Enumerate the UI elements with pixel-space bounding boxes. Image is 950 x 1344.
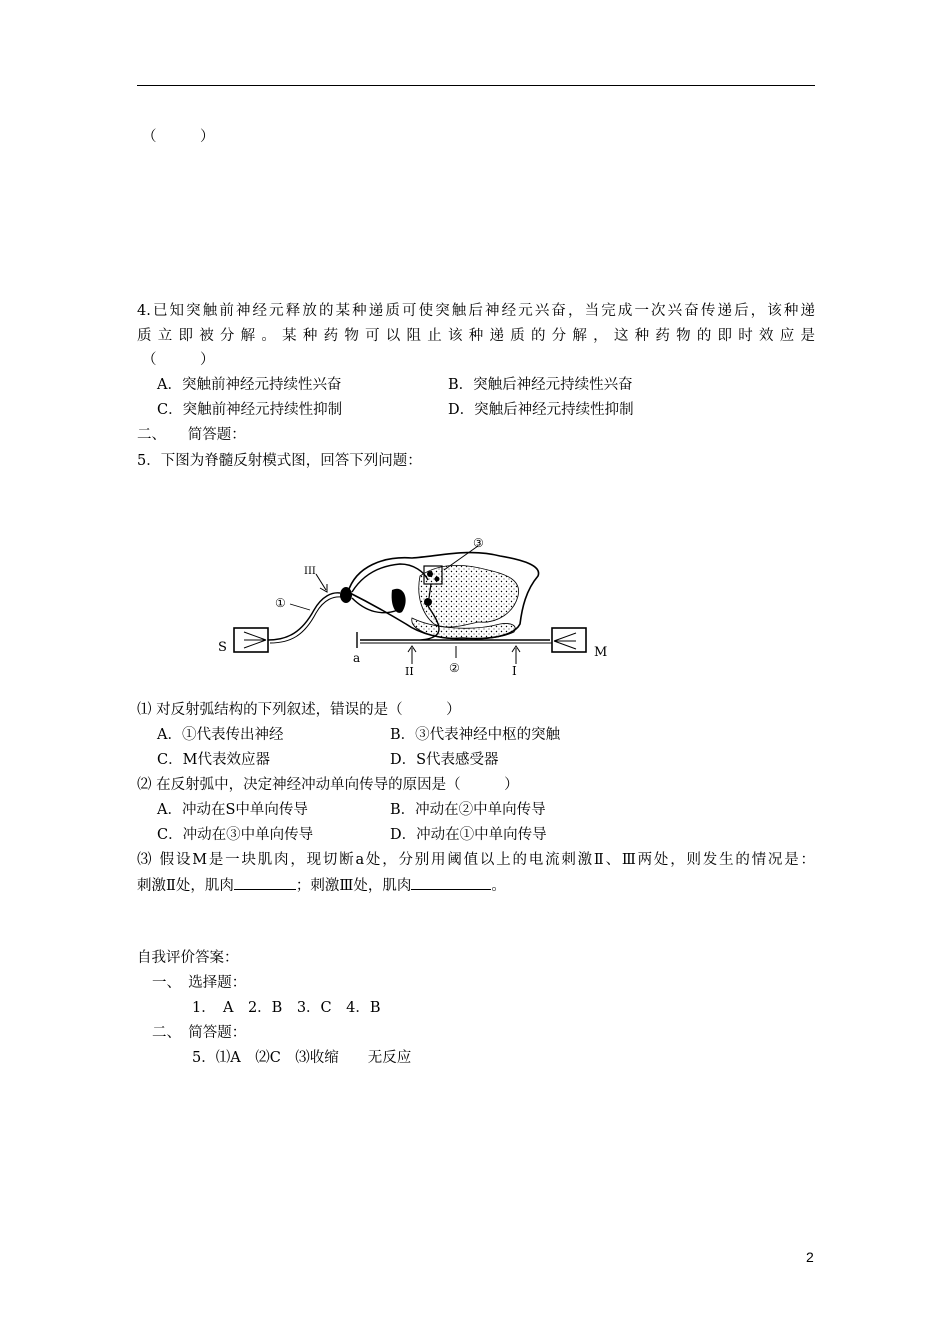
answers-section1-line: 1． A 2．B 3．C 4．B [192,1000,381,1016]
label-circle-2: ② [449,661,460,675]
grey-matter [419,565,519,627]
label-circle-3: ③ [473,536,484,550]
answer-blank-1[interactable] [234,875,296,890]
q5-sub2-option-d: D．冲动在①中单向传导 [390,827,547,843]
q5-sub1-option-d: D．S代表感受器 [390,752,499,768]
q5-sub3-part2: ；刺激Ⅲ处，肌肉 [295,878,412,894]
q5-sub3-part3: 。 [491,878,506,894]
q5-sub3-line1: ⑶ 假设M是一块肌肉，现切断a处，分别用阈值以上的电流刺激Ⅱ、Ⅲ两处，则发生的情况是： [137,852,815,868]
q5-sub2-option-b: B．冲动在②中单向传导 [390,802,546,818]
label-s: S [218,640,227,655]
q5-sub1-option-c: C．M代表效应器 [157,752,270,768]
q5-stem: 5．下图为脊髓反射模式图，回答下列问题： [137,453,422,469]
q4-line2: 质立即被分解。某种药物可以阻止该种递质的分解，这种药物的即时效应是 [137,328,815,344]
prev-question-paren: （ ） [142,129,215,145]
q5-sub2-stem: ⑵ 在反射弧中，决定神经冲动单向传导的原因是（ ） [137,777,519,793]
label-i: I [512,664,517,678]
q4-option-c: C．突触前神经元持续性抑制 [157,402,343,418]
answers-section2-line: 5．⑴A ⑵C ⑶收缩 无反应 [192,1050,412,1066]
answers-section1: 一、 选择题： [152,975,247,991]
label-ii: II [405,665,414,678]
q5-sub1-option-b: B．③代表神经中枢的突触 [390,727,561,743]
section2-heading: 二、 简答题： [137,427,246,443]
page-number: 2 [806,1249,814,1265]
q5-sub1-stem: ⑴ 对反射弧结构的下列叙述，错误的是（ ） [137,702,461,718]
ganglion [340,587,352,603]
q5-sub2-option-c: C．冲动在③中单向传导 [157,827,314,843]
q4-option-b: B．突触后神经元持续性兴奋 [448,377,633,393]
answers-section2: 二、 简答题： [152,1025,247,1041]
q5-sub3-line2 [137,875,506,896]
q4-option-d: D．突触后神经元持续性抑制 [448,402,634,418]
answer-blank-2[interactable] [411,875,491,890]
label-iii: III [304,566,316,577]
label-m: M [594,645,608,660]
q4-option-a: A．突触前神经元持续性兴奋 [157,377,342,393]
q5-sub2-option-a: A．冲动在S中单向传导 [157,802,308,818]
q4-paren: （ ） [142,352,215,368]
answers-title: 自我评价答案： [137,950,239,966]
q4-line1: 4.已知突触前神经元释放的某种递质可使突触后神经元兴奋，当完成一次兴奋传递后，该种递 [137,303,815,319]
label-a: a [353,651,361,665]
q5-sub1-option-a: A．①代表传出神经 [157,727,284,743]
q5-sub3-part1: 刺激Ⅱ处，肌肉 [137,878,234,894]
header-rule [137,85,815,86]
label-circle-1: ① [275,596,286,610]
spinal-reflex-diagram [210,525,610,695]
